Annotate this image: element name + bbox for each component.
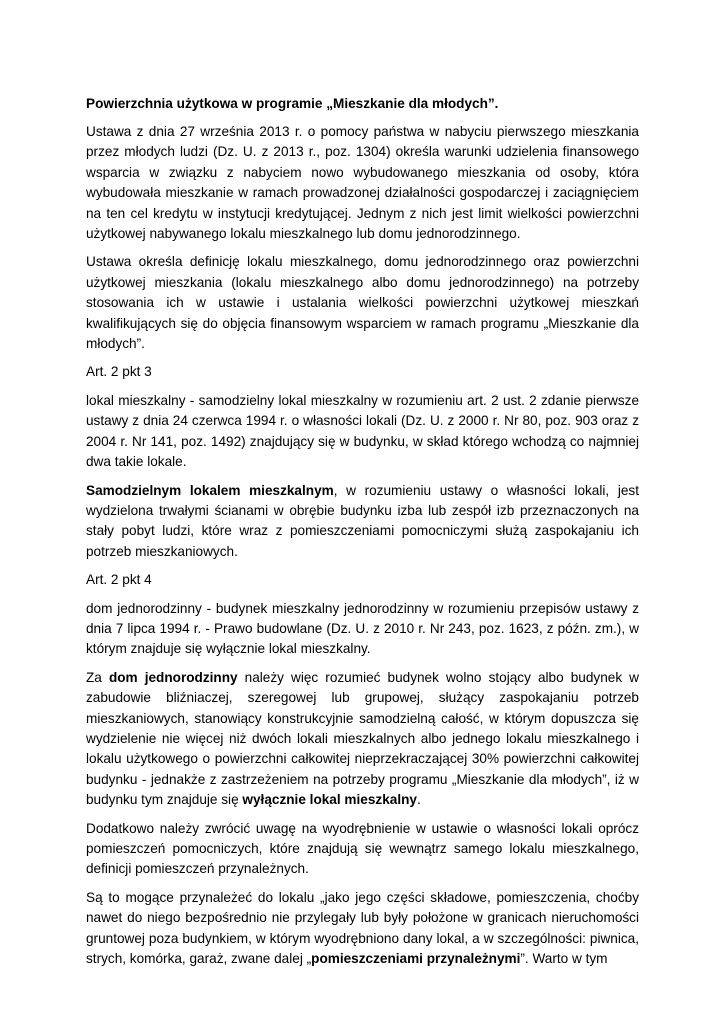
bold-term-dom-jednorodzinny: dom jednorodzinny — [108, 669, 238, 685]
paragraph-dom-jednorodzinny: dom jednorodzinny - budynek mieszkalny jednorodzinny w rozumieniu przepisów ustawy z dnia 7 lipca 1994 r. - Prawo budowlane (Dz. U. z 2010 r. Nr 243, poz. 1623, z późn. zm.), w którym znajduje się wyłącznie lokal mieszkalny. — [86, 600, 639, 657]
paragraph-dom-explanation — [86, 668, 639, 811]
paragraph-text: Za — [86, 669, 109, 685]
paragraph-text: . — [416, 792, 421, 808]
paragraph-pomieszczenia: Dodatkowo należy zwrócić uwagę na wyodrębnienie w ustawie o własności lokali oprócz pomieszczeń pomocniczych, które znajdują się wewnątrz samego lokalu mieszkalnego, definicji pomieszczeń przynależnych. — [86, 820, 639, 877]
bold-term-samodzielny-lokal: Samodzielnym lokalem mieszkalnym — [86, 482, 334, 498]
article-ref-pkt4: Art. 2 pkt 4 — [86, 572, 152, 588]
paragraph-lokal-mieszkalny: lokal mieszkalny - samodzielny lokal mieszkalny w rozumieniu art. 2 ust. 2 zdanie pierwsze ustawy z dnia 24 czerwca 1994 r. o własności lokali (Dz. U. z 2000 r. Nr 80, poz. 903 oraz z 2004 r. Nr 141, poz. 1492) znajdujący się w budynku, w skład którego wchodzą co najmniej dwa takie lokale. — [86, 392, 639, 470]
paragraph-intro: Ustawa z dnia 27 września 2013 r. o pomocy państwa w nabyciu pierwszego mieszkania przez młodych ludzi (Dz. U. z 2013 r., poz. 1304) określa warunki udzielenia finansowego wsparcia w związku z nabyciem nowo wybudowanego mieszkania od osoby, która wybudowała mieszkanie w ramach prowadzonej działalności gospodarczej i zaciągnięciem na ten cel kredytu w instytucji kredytującej. Jednym z nich jest limit wielkości powierzchni użytkowej nabywanego lokalu mieszkalnego lub domu jednorodzinnego. — [86, 124, 639, 242]
paragraph-text: należy więc rozumieć budynek wolno stojący albo budynek w zabudowie bliźniaczej, szeregowej lub grupowej, służący zaspokajaniu potrzeb mieszkaniowych, stanowiący konstrukcyjnie samodzielną całość, w którym dopuszcza się wydzielenie nie więcej niż dwóch lokali mieszkalnych albo jednego lokalu mieszkalnego i lokalu użytkowego o powierzchni całkowitej nieprzekraczającej 30% powierzchni całkowitej budynku - jednakże z zastrzeżeniem na potrzeby programu „Mieszkanie dla młodych”, iż w budynku tym znajduje się — [86, 669, 639, 808]
paragraph-przynalezne — [86, 888, 639, 970]
bold-term-pomieszczenia-przynalezne: pomieszczeniami przynależnymi — [311, 951, 521, 967]
paragraph-text: Są to mogące przynależeć do lokalu „jako jego części składowe, pomieszczenia, choćby nawet do niego bezpośrednio nie przylegały lub były położone w granicach nieruchomości gruntowej poza budynkiem, w którym wyodrębniono dany lokal, a w szczególności: piwnica, strych, komórka, garaż, zwane dalej „ — [86, 889, 639, 967]
paragraph-definitions: Ustawa określa definicję lokalu mieszkalnego, domu jednorodzinnego oraz powierzchni użytkowej mieszkania (lokalu mieszkalnego albo domu jednorodzinnego) na potrzeby stosowania ich w ustawie i ustalania wielkości powierzchni użytkowej mieszkań kwalifikujących się do objęcia finansowym wsparciem w ramach programu „Mieszkanie dla młodych”. — [86, 254, 639, 352]
paragraph-samodzielny-lokal — [86, 481, 639, 563]
paragraph-text: ”. Warto w tym — [520, 951, 608, 967]
bold-term-wylacznie-lokal: wyłącznie lokal mieszkalny — [242, 792, 417, 808]
article-ref-pkt3: Art. 2 pkt 3 — [86, 364, 152, 380]
paragraph-text: , w rozumieniu ustawy o własności lokali, jest wydzielona trwałymi ścianami w obrębie budynku izba lub zespół izb przeznaczonych na stały pobyt ludzi, które wraz z pomieszczeniami pomocniczymi służą zaspokajaniu ich potrzeb mieszkaniowych. — [86, 482, 639, 559]
document-title: Powierzchnia użytkowa w programie „Mieszkanie dla młodych”. — [86, 96, 499, 111]
